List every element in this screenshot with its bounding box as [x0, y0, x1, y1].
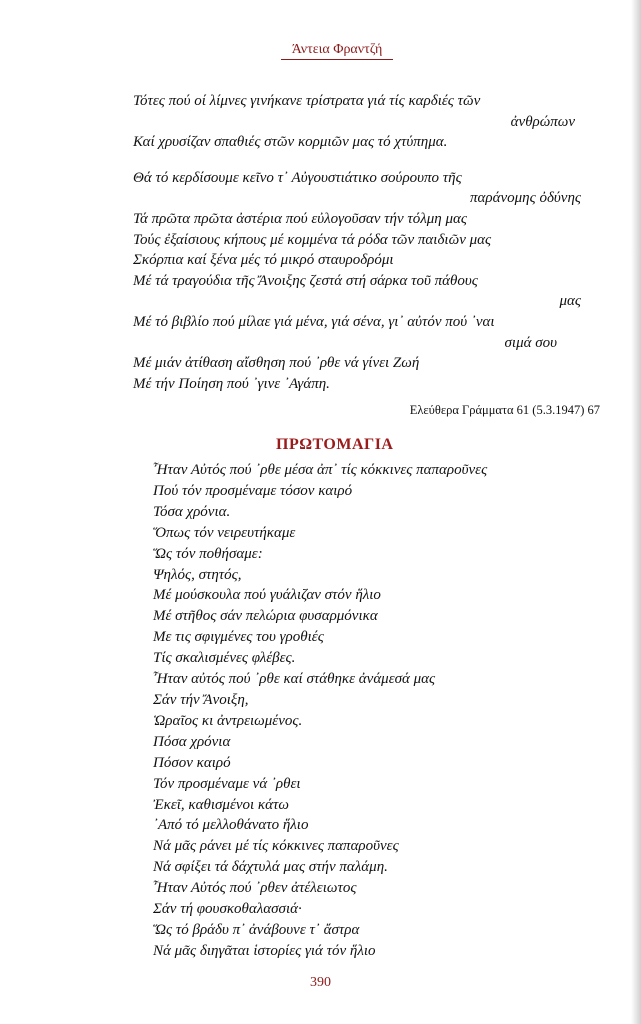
poem-line: Ὅπως τόν νειρευτήκαμε	[153, 524, 296, 541]
poem-line: Μέ στῆθος σάν πελώρια φυσαρμόνικα	[153, 608, 378, 625]
poem-line: Πού τόν προσμέναμε τόσον καιρό	[153, 482, 353, 499]
poem-line: Τόν προσμέναμε νά ᾿ρθει	[153, 775, 301, 792]
poem-line: Νά μᾶς ράνει μέ τίς κόκκινες παπαροῦνες	[153, 838, 399, 855]
poem-line-continuation: μας	[559, 293, 581, 310]
poem-line: Μέ μιάν ἀτίθαση αἴσθηση πού ᾿ρθε νά γίνει Ζωή	[133, 355, 420, 372]
poem-line: Ψηλός, στητός,	[153, 566, 242, 583]
poem-line: Τόσα χρόνια.	[153, 503, 231, 520]
stanza-gap	[133, 153, 593, 168]
poem-line: Τότες πού οί λίμνες γινήκανε τρίστρατα γιά τίς καρδιές τῶν	[133, 93, 481, 109]
poem-line-continuation: ἀνθρώπων	[510, 113, 575, 130]
poem-line: Σάν τήν Ἄνοιξη,	[153, 691, 249, 708]
poem-line: Ἦταν Αὐτός πού ᾿ρθεν ἀτέλειωτος	[153, 880, 357, 897]
poem-line: Καί χρυσίζαν σπαθιές στῶν κορμιῶν μας τό χτύπημα.	[133, 134, 448, 151]
poem-line: Νά μᾶς διηγᾶται ἱστορίες γιά τόν ἥλιο	[153, 942, 376, 959]
poem-line: Μέ τήν Ποίηση πού ᾿γινε ᾿Αγάπη.	[133, 375, 330, 392]
poem-second	[153, 460, 593, 962]
source-citation: Ελεύθερα Γράμματα 61 (5.3.1947) 67	[409, 403, 600, 417]
poem-line: Πόσα χρόνια	[153, 733, 231, 750]
poem-line: Ὥς τό βράδυ π᾿ ἀνάβουνε τ᾿ ἄστρα	[153, 921, 360, 938]
poem-line: Τούς ἐξαίσιους κήπους μέ κομμένα τά ρόδα τῶν παιδιῶν μας	[133, 231, 492, 248]
poem-line: Ὡραῖος κι ἀντρειωμένος.	[153, 712, 303, 729]
poem-line: Μέ μούσκουλα πού γυάλιζαν στόν ἥλιο	[153, 587, 381, 604]
poem-line: Σκόρπια καί ξένα μές τό μικρό σταυροδρόμι	[133, 252, 394, 269]
poem-line: Μέ τά τραγούδια τῆς Ἄνοιξης ζεστά στή σάρκα τοῦ πάθους	[133, 272, 478, 289]
running-head-author: Άντεια Φραντζή	[281, 42, 393, 60]
poem-line: Τίς σκαλισμένες φλέβες.	[153, 650, 296, 667]
poem-line: Σάν τή φουσκοθαλασσιά·	[153, 901, 302, 918]
poem-line: Μέ τό βιβλίο πού μίλαε γιά μένα, γιά σένα, γι᾿ αὐτόν πού ᾿ναι	[133, 313, 495, 330]
page-number: 390	[310, 975, 331, 990]
poem-line: Θά τό κερδίσουμε κεῖνο τ᾿ Αὐγουστιάτικο σούρουπο τῆς	[133, 169, 462, 186]
poem-line: Νά σφίξει τά δάχτυλά μας στήν παλάμη.	[153, 859, 388, 876]
poem-line: Πόσον καιρό	[153, 754, 231, 771]
poem-line: Ἦταν Αὐτός πού ᾿ρθε μέσα ἀπ᾿ τίς κόκκινες παπαροῦνες	[153, 462, 488, 478]
poem-first	[133, 91, 593, 394]
page-edge-shadow	[631, 0, 641, 1024]
poem-line: Ὥς τόν ποθήσαμε:	[153, 545, 263, 562]
poem-line: Με τις σφιγμένες του γροθιές	[153, 629, 324, 646]
poem-line: Ἦταν αὐτός πού ᾿ρθε καί στάθηκε ἀνάμεσά μας	[153, 671, 436, 688]
poem-line: Ἐκεῖ, καθισμένοι κάτω	[153, 796, 289, 813]
poem-line: ᾿Από τό μελλοθάνατο ἥλιο	[153, 817, 309, 834]
poem-line-continuation: σιμά σου	[504, 334, 557, 351]
poem-line-continuation: παράνομης ὀδύνης	[470, 190, 581, 207]
poem-title: ΠΡΩΤΟΜΑΓΙΑ	[276, 436, 394, 453]
poem-line: Τά πρῶτα πρῶτα ἀστέρια πού εὐλογοῦσαν τήν τόλμη μας	[133, 210, 467, 227]
